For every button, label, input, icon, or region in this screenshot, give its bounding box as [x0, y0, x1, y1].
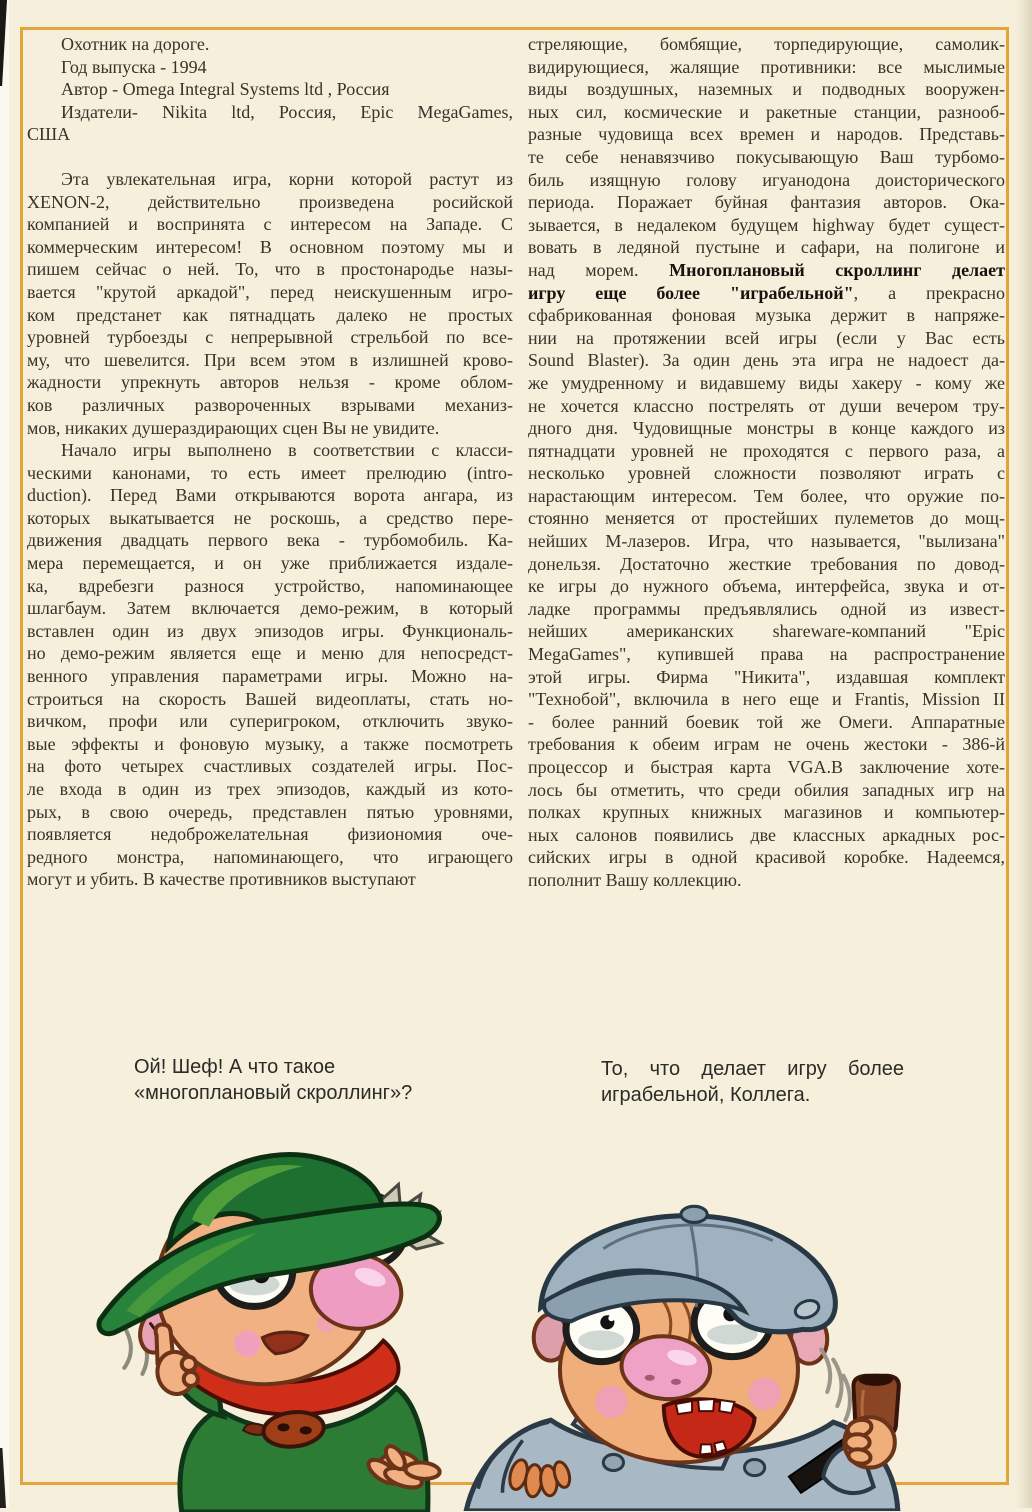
- text-line: Охотник на дороге.: [61, 34, 210, 54]
- text-line: вые эффекты и фоновую музыку, а также посмотреть: [27, 733, 513, 754]
- text-line: редного монстра, напоминающего, что играющего: [27, 846, 513, 867]
- text-line: Ой! Шеф! А что такое: [134, 1056, 336, 1078]
- scan-edge-right: [1016, 0, 1032, 1508]
- text-line: ке игры до нужного объема, интерфейса, звука и от-: [528, 576, 1005, 597]
- left-column-paragraphs: [27, 168, 513, 891]
- text-line: которых выкатывается не роскошь, а средство пере-: [27, 507, 513, 528]
- text-line: нейших американских shareware-компаний "Epic: [528, 621, 1005, 642]
- scan-edge-left: [0, 0, 9, 1508]
- text-line: над морем. Многоплановый скроллинг делает: [528, 259, 1005, 280]
- text-line: играбельной, Коллега.: [601, 1084, 811, 1106]
- game-info-block: [27, 33, 513, 146]
- text-line: вается "крутой аркадой", перед неискушенным игро-: [27, 281, 513, 302]
- text-line: ных салонов появились две классных аркадных рос-: [528, 824, 1005, 845]
- caption-right-speech: [601, 1056, 904, 1108]
- text-line: полках крупных книжных магазинов и компьютер-: [528, 802, 1005, 823]
- text-line: ка, вдребезги разнося устройство, напоминающее: [27, 575, 513, 596]
- text-line: разные чудовища всех времен и народов. Представь-: [528, 124, 1005, 145]
- paragraph: [528, 33, 1005, 892]
- text-line: процессор и быстрая карта VGA.В заключение хоте-: [528, 757, 1005, 777]
- gray-detective-illustration: [452, 1178, 916, 1511]
- article-left-column: [27, 33, 513, 891]
- text-line: duction). Перед Вами открываются ворота ангара, из: [27, 485, 513, 506]
- green-detective-illustration: [96, 1124, 464, 1512]
- text-line: Эта увлекательная игра, корни которой растут из: [61, 168, 513, 189]
- text-line: мов, никаких душераздирающих сцен Вы не увидите.: [27, 417, 440, 438]
- text-line: но демо-режим является еще и меню для непосредст-: [27, 643, 513, 664]
- text-line: требования к обеим играм не очень жестоки - 386-й: [528, 734, 1005, 755]
- text-line: Начало игры выполнено в соответствии с класси-: [61, 440, 513, 461]
- text-line: "Технобой", включила в него еще и Frantis, Mission II: [528, 689, 1005, 710]
- text-line: появляется недоброжелательная физиономия оче-: [27, 824, 513, 845]
- text-line: уровней турбоезды с непрерывной стрельбой по все-: [27, 327, 513, 348]
- text-line: Год выпуска - 1994: [61, 56, 207, 77]
- article-right-column: [528, 33, 1005, 892]
- text-line: ческими канонами, то есть имеет прелюдию (intro-: [27, 462, 513, 483]
- caption-left-speech: [134, 1054, 464, 1106]
- text-line: ладке программы предъявлялись одной из извест-: [528, 598, 1005, 619]
- text-line: жадности упрекнуть авторов нельзя - кроме облом-: [27, 372, 513, 393]
- text-line: дного дня. Чудовищные монстры в конце каждого из: [528, 418, 1005, 439]
- pipe-hand: [844, 1417, 894, 1467]
- text-line: Автор - Omega Integral Systems ltd , Россия: [61, 79, 390, 100]
- text-line: на фото четырех счастливых создателей игры. Пос-: [27, 756, 513, 777]
- text-line: этой игры. Фирма "Никита", издавшая комплект: [528, 666, 1005, 687]
- text-line: зывается, в недалеком будущем highway будет сущест-: [528, 214, 1005, 235]
- text-line: лось бы отметить, что среди обилия западных игр на: [528, 779, 1005, 800]
- text-line: ком предстанет как пятнадцать далеко не простых: [27, 304, 513, 325]
- text-line: не хочется классно пострелять от души вечером тру-: [528, 395, 1005, 416]
- text-line: стоянно меняется от простейших пулеметов до мощ-: [528, 508, 1005, 529]
- paragraph: [27, 439, 513, 891]
- text-line: могут и убить. В качестве противников выступают: [27, 869, 416, 890]
- text-line: ле входа в один из трех эпизодов, каждый из кото-: [27, 779, 513, 799]
- text-line: шлагбаум. Затем включается демо-режим, в который: [27, 598, 513, 619]
- text-line: виды воздушных, наземных и подводных вооружен-: [528, 79, 1005, 100]
- text-line: пополнит Вашу коллекцию.: [528, 869, 742, 890]
- text-line: му, что шевелится. При всем этом в излишней крово-: [27, 349, 513, 370]
- text-line: ных сил, космические и ракетные станции, разнооб-: [528, 101, 1005, 122]
- text-line: игру еще более "играбельной", а прекрасно: [528, 282, 1006, 303]
- text-line: Sound Blaster). За один день эта игра не надоест да-: [528, 350, 1005, 371]
- text-line: видирующиеся, жалящие противники: все мыслимые: [528, 56, 1005, 77]
- text-line: компанией и воспринята с интересом на Западе. С: [27, 214, 513, 235]
- text-line: же умудренному и видавшему виды хакеру - кому же: [528, 372, 1005, 393]
- text-line: те себе ненавязчиво покусывающую Ваш турбомо-: [528, 146, 1005, 167]
- text-line: строиться на скорость Вашей видеоплаты, стать но-: [27, 688, 513, 709]
- text-line: MegaGames", купившей права на распространение: [528, 644, 1005, 665]
- text-line: сийских игры в одной красивой коробке. Надеемся,: [528, 847, 1005, 868]
- paragraph: [27, 168, 513, 439]
- text-line: вичком, профи или суперигроком, отключить звуко-: [27, 711, 513, 732]
- text-line: венного управления параметрами игры. Можно на-: [27, 666, 513, 687]
- text-line: несколько уровней сложности позволяют играть с: [528, 463, 1005, 484]
- text-line: То, что делает игру более: [601, 1058, 904, 1080]
- text-line: периода. Поражает буйная фантазия авторов. Ока-: [528, 192, 1005, 213]
- text-line: нейших М-лазеров. Игра, что называется, "вылизана": [528, 531, 1005, 552]
- text-line: донельзя. Достаточно жесткие требования по довод-: [528, 553, 1005, 574]
- text-line: - более ранний боевик той же Омеги. Аппаратные: [528, 711, 1005, 732]
- text-line: сфабрикованная фоновая музыка держит в напряже-: [528, 305, 1005, 326]
- gray-detective-body: [466, 1206, 899, 1511]
- text-line: мера перемещается, и он уже приближается издале-: [27, 553, 513, 574]
- text-line: нарастающим интересом. Тем более, что оружие по-: [528, 485, 1005, 506]
- text-line: пишем сейчас о ней. То, что в простонародье назы-: [27, 259, 513, 280]
- text-line: коммерческим интересом! В основном поэтому мы и: [27, 236, 513, 257]
- text-line: ков различных развороченных взрывами механиз-: [27, 394, 513, 415]
- text-line: стреляющие, бомбящие, торпедирующие, самолик-: [528, 34, 1005, 54]
- green-detective-body: [99, 1155, 441, 1512]
- text-line: нии на протяжении всей игры (если у Вас есть: [528, 327, 1005, 348]
- text-line: XENON-2, действительно произведена росийской: [27, 191, 513, 212]
- text-line: США: [27, 124, 71, 145]
- text-line: вставлен один из двух эпизодов игры. Функциональ-: [27, 620, 513, 641]
- text-line: Издатели- Nikita ltd, Россия, Epic MegaGames,: [61, 101, 513, 122]
- text-line: рых, в свою очередь, представлен пятью уровнями,: [27, 801, 513, 822]
- text-line: пятнадцати уровней не проходятся с первого раза, а: [528, 440, 1005, 461]
- text-line: вовать в ледяной пустыне и сафари, на полигоне и: [528, 237, 1005, 258]
- text-line: биль изящную голову игуанодона доисторического: [528, 169, 1005, 190]
- text-line: движения двадцать первого века - турбомобиль. Ка-: [27, 530, 513, 551]
- text-line: «многоплановый скроллинг»?: [134, 1082, 413, 1104]
